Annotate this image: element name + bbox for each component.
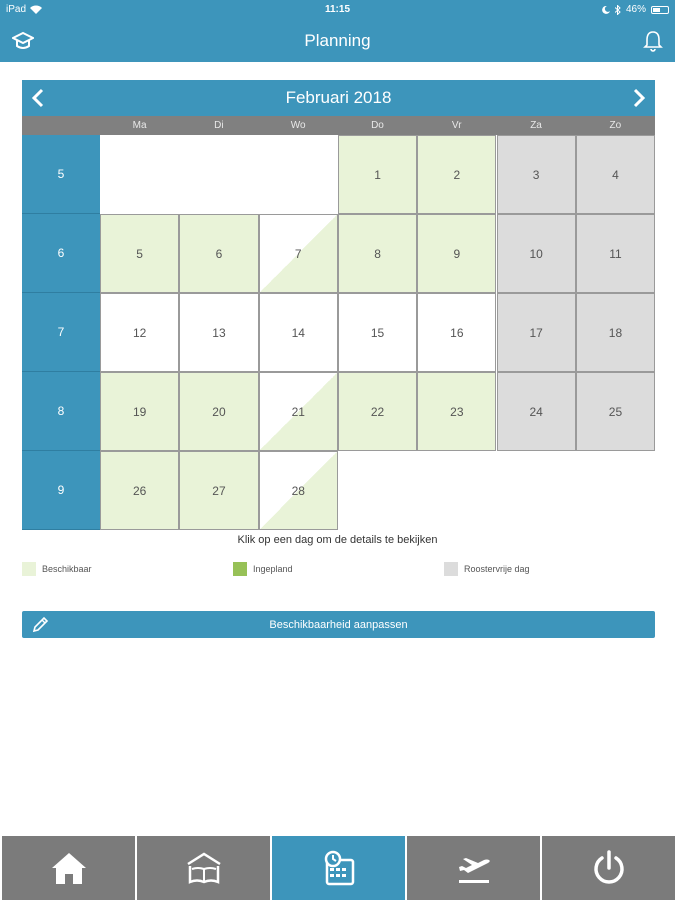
day-cell[interactable]	[338, 214, 417, 293]
day-number: 12	[132, 325, 147, 340]
day-cell[interactable]	[576, 293, 655, 372]
weekday-label: Ma	[132, 120, 147, 131]
legend-swatch	[22, 562, 36, 576]
day-number: 22	[370, 404, 385, 419]
week-number: 6	[22, 214, 100, 293]
week-number: 9	[22, 451, 100, 530]
day-number: 17	[529, 325, 543, 340]
day-cell[interactable]	[100, 451, 179, 530]
legend-label: Ingepland	[253, 564, 293, 574]
day-cell[interactable]	[179, 372, 258, 451]
day-number: 18	[608, 325, 623, 340]
day-cell[interactable]	[259, 293, 338, 372]
legend	[22, 562, 655, 580]
day-number: 21	[291, 404, 305, 419]
status-right	[602, 4, 669, 15]
page-title: Planning	[304, 31, 371, 50]
legend-swatch	[233, 562, 247, 576]
day-number: 7	[294, 246, 302, 261]
day-cell[interactable]	[259, 372, 338, 451]
bluetooth-icon	[615, 5, 621, 15]
day-cell[interactable]	[497, 214, 576, 293]
day-number: 2	[453, 167, 461, 182]
day-number: 9	[453, 246, 461, 261]
status-time: 11:15	[324, 4, 351, 15]
calendar	[22, 80, 655, 530]
day-number: 24	[529, 404, 543, 419]
hint-text: Klik op een dag om de details te bekijken	[237, 534, 438, 546]
legend-item-available	[22, 562, 92, 576]
day-number: 16	[450, 325, 464, 340]
book-icon	[184, 848, 224, 888]
battery-icon	[651, 6, 669, 14]
day-cell[interactable]	[576, 135, 655, 214]
device-label: iPad	[6, 4, 27, 15]
day-number: 20	[212, 404, 226, 419]
day-number: 14	[291, 325, 305, 340]
weekday-label: Zo	[609, 120, 622, 131]
day-number: 13	[212, 325, 226, 340]
day-cell[interactable]	[179, 214, 258, 293]
day-cell[interactable]	[259, 214, 338, 293]
tab-travel[interactable]	[407, 836, 540, 900]
day-cell[interactable]	[100, 293, 179, 372]
tab-home[interactable]	[2, 836, 135, 900]
day-number: 19	[132, 404, 147, 419]
day-number: 23	[450, 404, 464, 419]
day-cell[interactable]	[338, 293, 417, 372]
legend-label: Roostervrije dag	[464, 564, 530, 574]
day-cell[interactable]	[576, 372, 655, 451]
day-number: 1	[374, 167, 381, 182]
weekday-label: Wo	[290, 120, 306, 131]
day-number: 28	[291, 483, 305, 498]
airplane-departure-icon	[454, 848, 494, 888]
day-cell[interactable]	[497, 372, 576, 451]
day-cell[interactable]	[338, 372, 417, 451]
chevron-right-icon[interactable]	[629, 87, 649, 109]
legend-label: Beschikbaar	[42, 564, 92, 574]
empty-day	[100, 135, 179, 214]
day-cell[interactable]	[417, 372, 496, 451]
weekday-label: Za	[530, 120, 542, 131]
week-number: 5	[22, 135, 100, 214]
weekday-label: Vr	[451, 120, 462, 131]
day-cell[interactable]	[100, 372, 179, 451]
day-cell[interactable]	[576, 214, 655, 293]
edit-availability-button[interactable]	[22, 611, 655, 638]
status-bar	[0, 0, 675, 20]
weekday-row	[22, 116, 655, 135]
day-cell[interactable]	[100, 214, 179, 293]
day-number: 5	[136, 246, 143, 261]
day-cell[interactable]	[417, 293, 496, 372]
home-icon	[49, 848, 89, 888]
tab-logout[interactable]	[542, 836, 675, 900]
day-number: 4	[612, 167, 619, 182]
day-cell[interactable]	[497, 135, 576, 214]
pencil-icon	[32, 616, 49, 633]
legend-swatch	[444, 562, 458, 576]
empty-day	[259, 135, 338, 214]
day-number: 11	[609, 246, 622, 261]
calendar-header	[22, 80, 655, 116]
day-number: 26	[132, 483, 147, 498]
day-cell[interactable]	[497, 293, 576, 372]
day-number: 25	[608, 404, 623, 419]
day-number: 27	[212, 483, 226, 498]
calendar-clock-icon	[319, 848, 359, 888]
day-cell[interactable]	[417, 135, 496, 214]
day-cell[interactable]	[338, 135, 417, 214]
day-number: 3	[532, 167, 540, 182]
week-number: 7	[22, 293, 100, 372]
tab-bar	[0, 834, 675, 900]
day-cell[interactable]	[417, 214, 496, 293]
legend-item-dayoff	[444, 562, 530, 576]
calendar-grid	[22, 135, 655, 530]
battery-percent: 46%	[625, 4, 646, 15]
month-title: Februari 2018	[285, 88, 392, 107]
week-number: 8	[22, 372, 100, 451]
legend-item-planned	[233, 562, 293, 576]
weekday-label: Di	[214, 120, 224, 131]
day-cell[interactable]	[179, 293, 258, 372]
tab-planning[interactable]	[272, 836, 405, 900]
day-number: 10	[529, 246, 543, 261]
day-cell[interactable]	[259, 451, 338, 530]
nav-bar	[0, 20, 675, 62]
power-icon	[589, 848, 629, 888]
empty-day	[179, 135, 258, 214]
tab-courses[interactable]	[137, 836, 270, 900]
day-number: 15	[370, 325, 385, 340]
weekday-label: Do	[371, 120, 384, 131]
moon-icon	[602, 6, 610, 14]
bell-icon[interactable]	[643, 30, 663, 52]
edit-availability-label: Beschikbaarheid aanpassen	[269, 618, 408, 631]
day-number: 8	[374, 246, 381, 261]
day-number: 6	[215, 246, 223, 261]
day-cell[interactable]	[179, 451, 258, 530]
